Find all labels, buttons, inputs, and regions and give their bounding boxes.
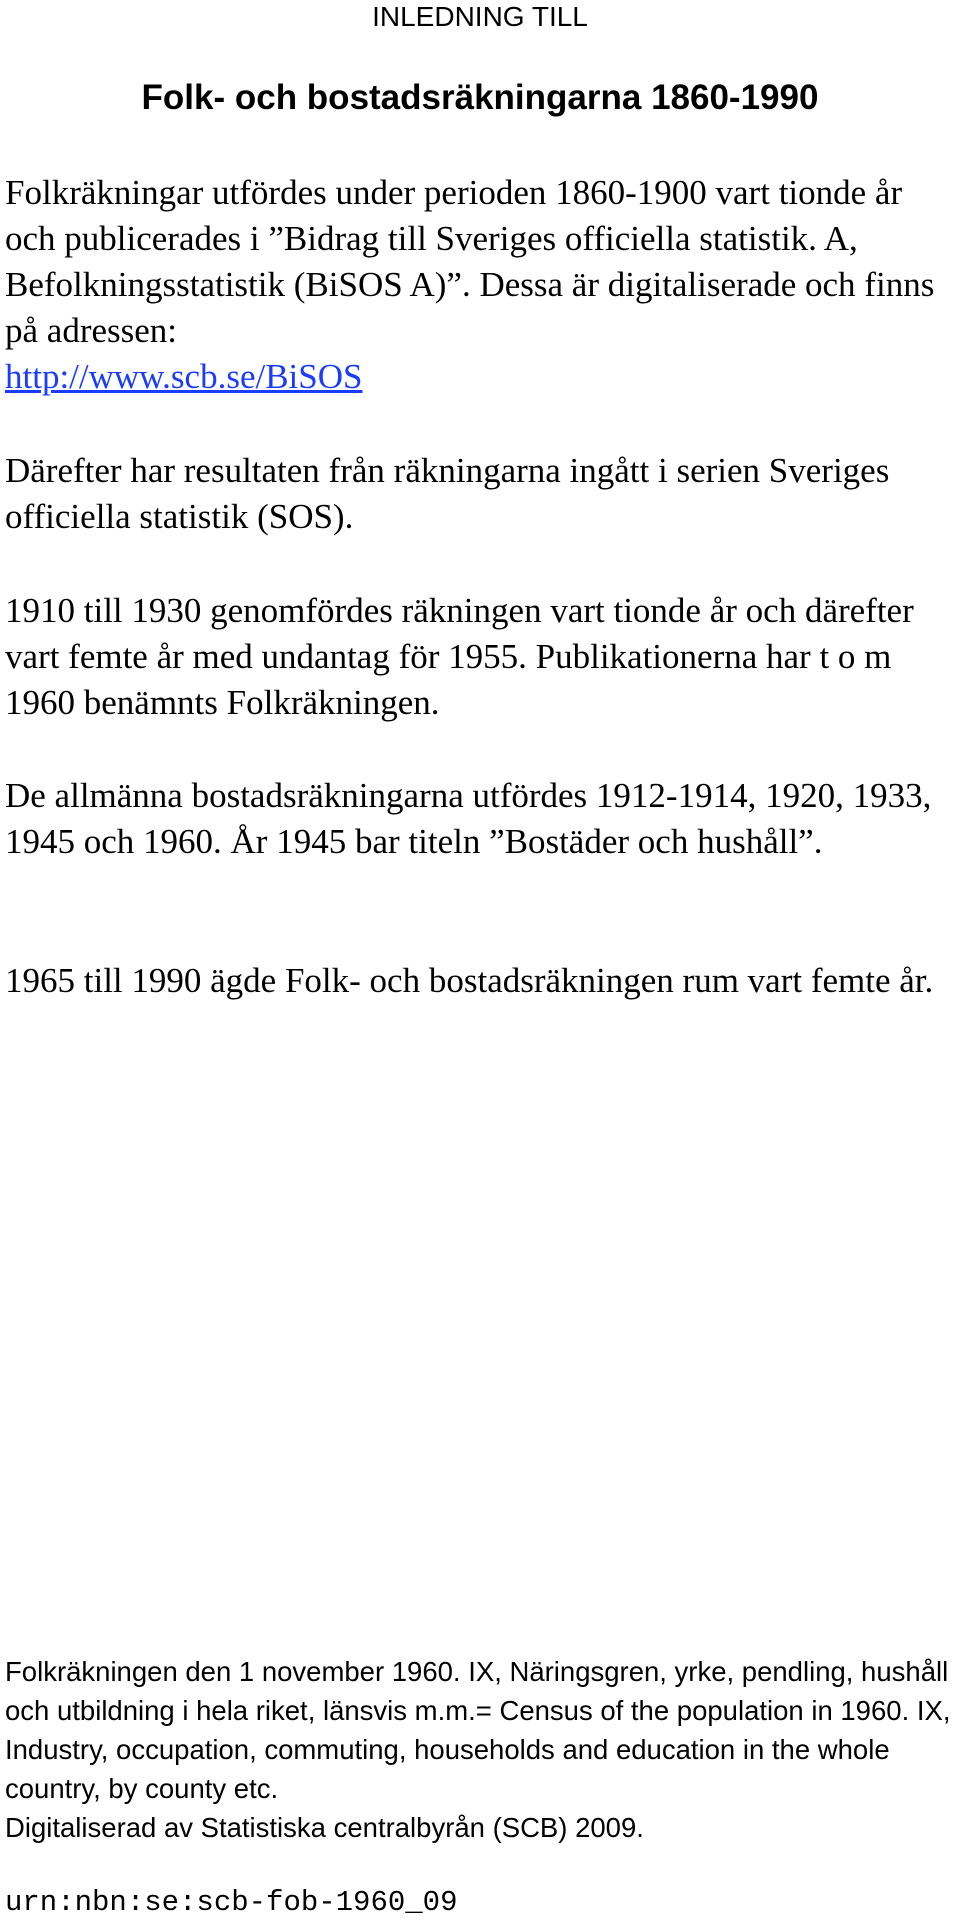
digitized-note: Digitaliserad av Statistiska centralbyrån (SCB) 2009. <box>5 1812 644 1843</box>
bisos-link[interactable]: http://www.scb.se/BiSOS <box>5 357 363 396</box>
intro-paragraph-bostadsrakningar: De allmänna bostadsräkningarna utfördes 1912-1914, 1920, 1933, 1945 och 1960. År 1945 bar titeln ”Bostäder och hushåll”. <box>5 776 932 861</box>
intro-paragraph-sos: Därefter har resultaten från räkningarna ingått i serien Sveriges officiella statistik (SOS). <box>5 451 890 536</box>
intro-paragraph-1965-1990: 1965 till 1990 ägde Folk- och bostadsräkningen rum vart femte år. <box>5 961 934 1000</box>
citation-text: Folkräkningen den 1 november 1960. IX, Näringsgren, yrke, pendling, hushåll och utbildning i hela riket, länsvis m.m.= Census of the population in 1960. IX, Industry, occupation, commuting, households and education in the whole country, by county etc. <box>5 1656 951 1804</box>
intro-paragraph-bisos <box>5 170 955 400</box>
intro-paragraph-bisos-text: Folkräkningar utfördes under perioden 1860-1900 vart tionde år och publicerades i ”Bidrag till Sveriges officiella statistik. A, Befolkningsstatistik (BiSOS A)”. Dessa är digitaliserade och finns på adressen: <box>5 173 935 350</box>
intro-paragraph-folkrakningen: 1910 till 1930 genomfördes räkningen vart tionde år och därefter vart femte år med undantag för 1955. Publikationerna har t o m 1960 benämnts Folkräkningen. <box>5 591 914 722</box>
publication-citation <box>5 1652 957 1847</box>
document-title: Folk- och bostadsräkningarna 1860-1990 <box>141 78 819 117</box>
document-label: INLEDNING TILL <box>372 1 588 32</box>
urn-identifier: urn:nbn:se:scb-fob-1960_09 <box>5 1886 458 1919</box>
